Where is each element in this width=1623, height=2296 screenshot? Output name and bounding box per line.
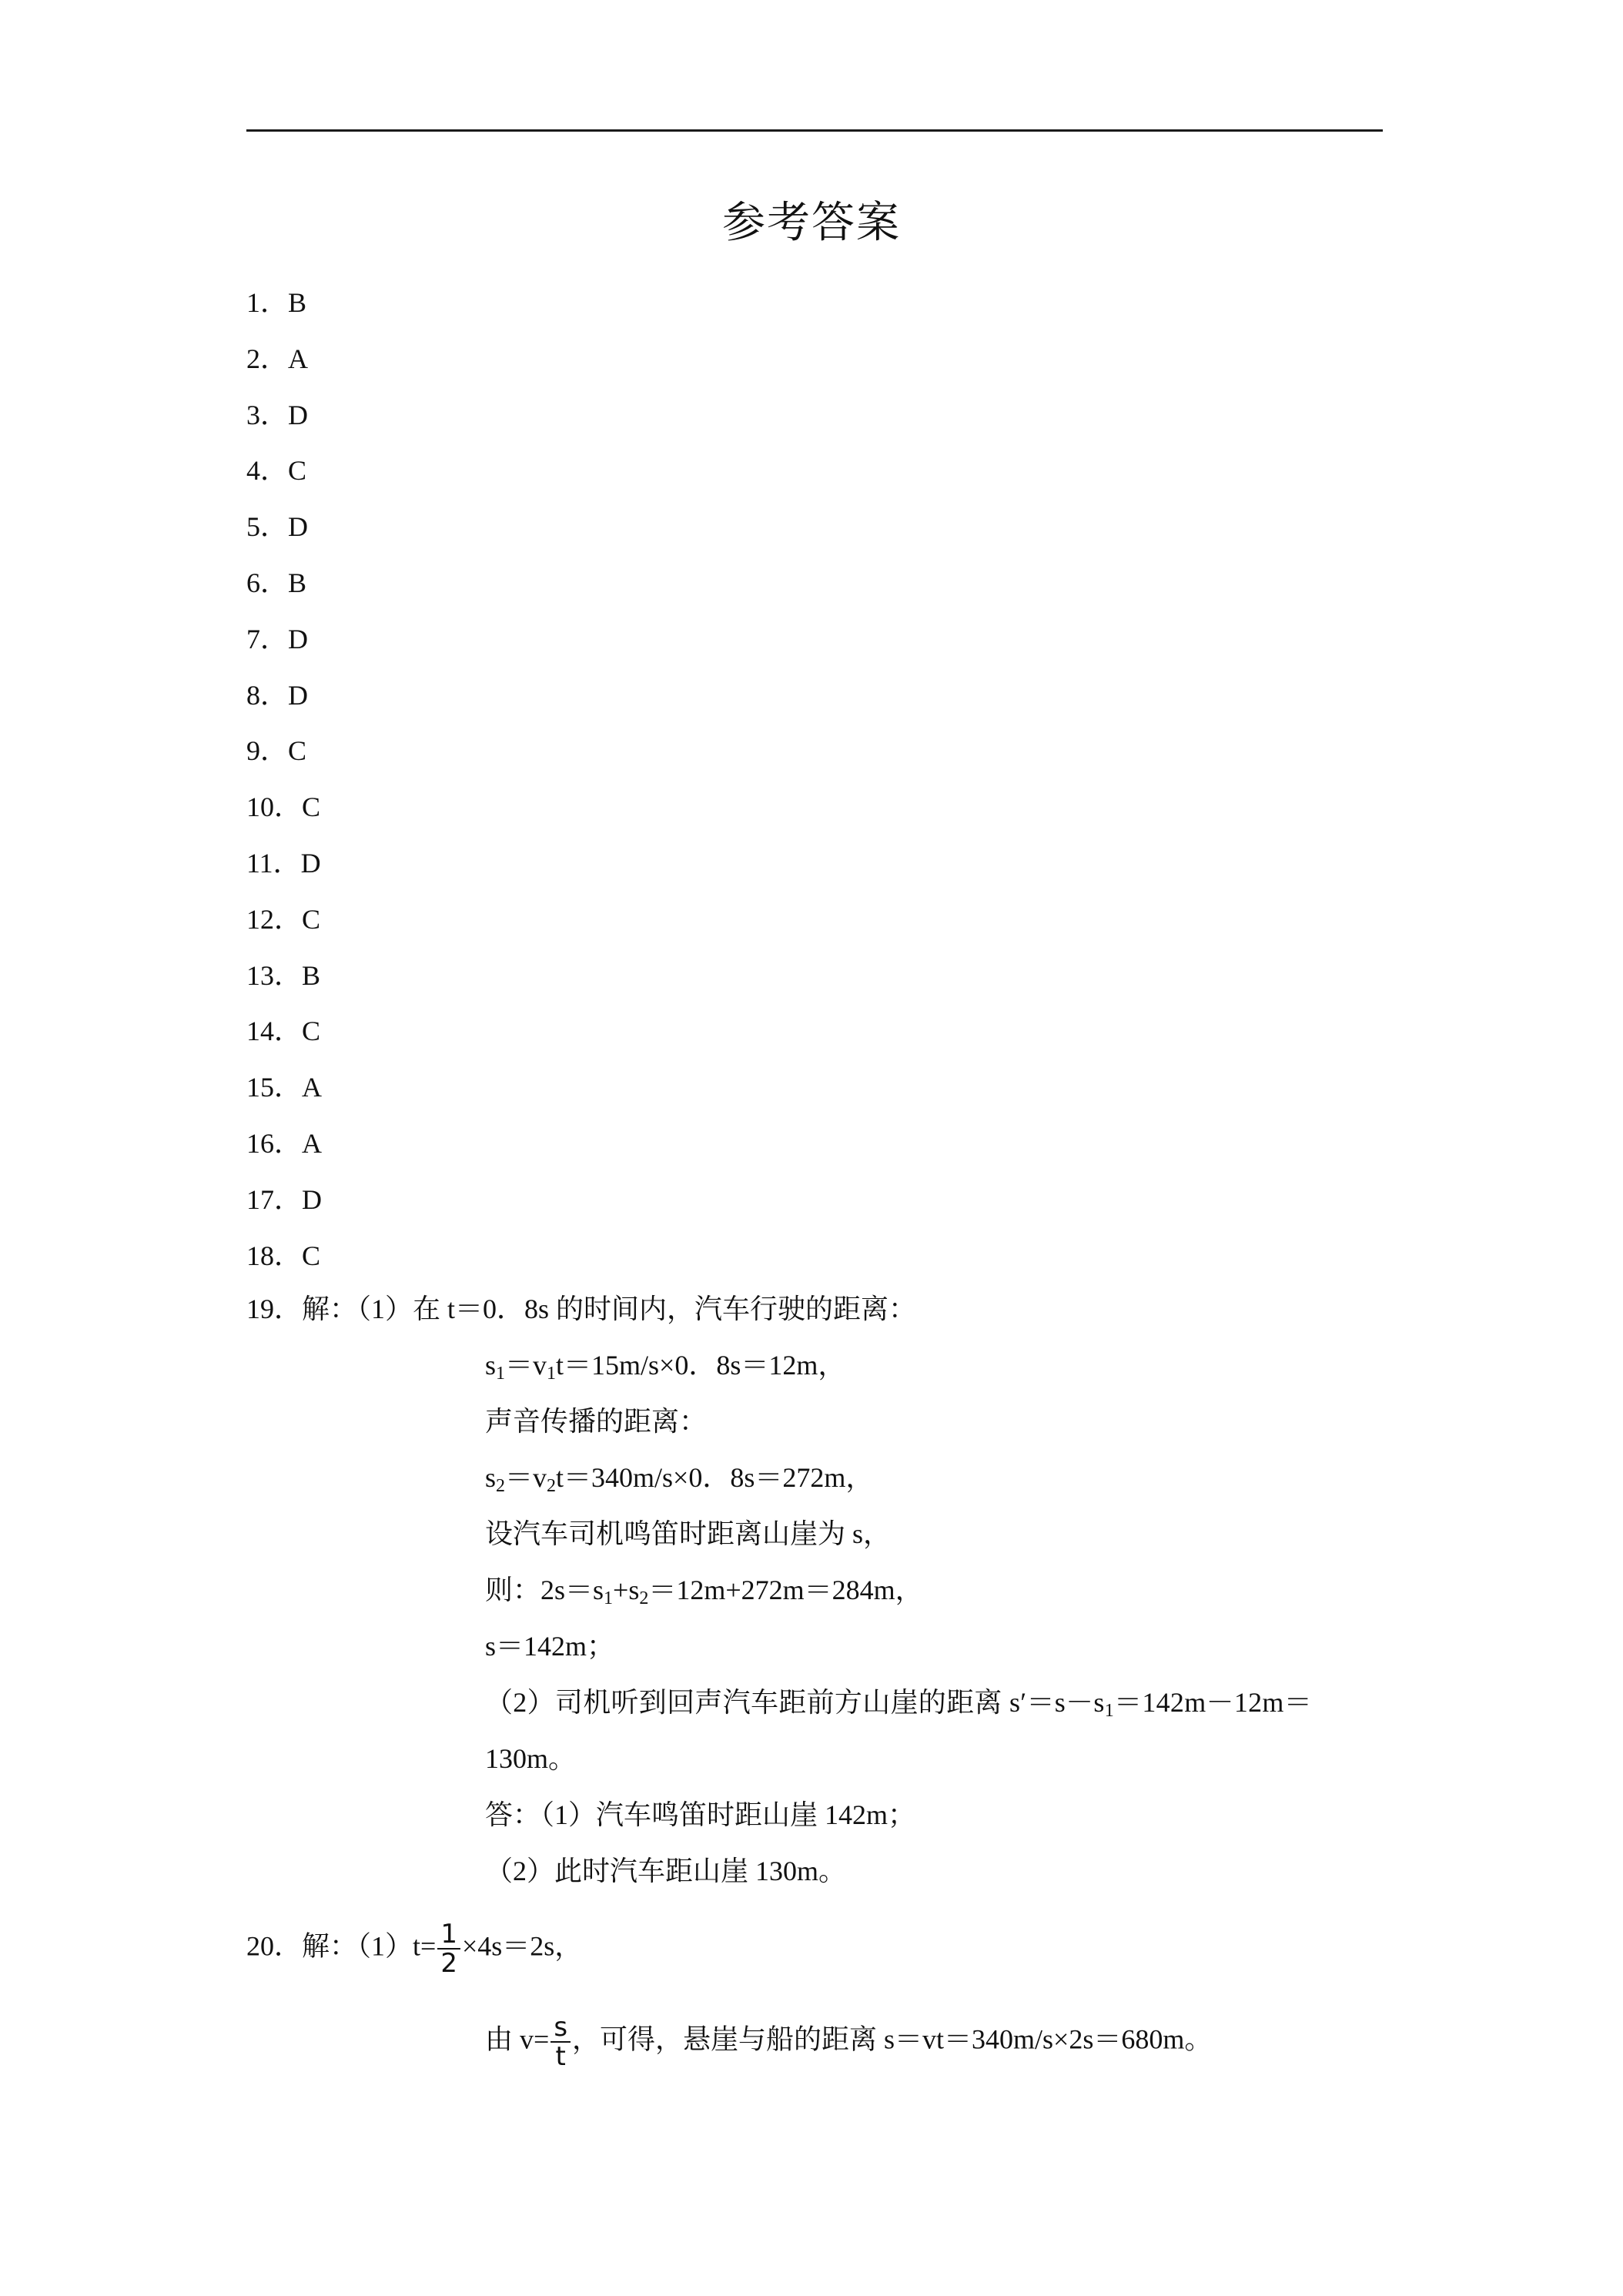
answer-number: 16． xyxy=(246,1128,303,1159)
answer-choice: C xyxy=(302,903,321,935)
answer-choice: D xyxy=(288,623,309,654)
answer-choice: C xyxy=(302,792,321,823)
answer-number: 9． xyxy=(246,735,289,767)
answer-choice: D xyxy=(288,679,309,711)
q19-intro: 19．解：（1）在 t＝0．8s 的时间内，汽车行驶的距离： xyxy=(246,1294,917,1324)
answer-item xyxy=(246,733,306,768)
answer-number: 2． xyxy=(246,343,289,374)
answer-item xyxy=(246,453,306,488)
answer-item xyxy=(246,621,308,657)
answer-choice: B xyxy=(288,567,307,598)
answer-item xyxy=(246,1182,322,1217)
q19-line2: 声音传播的距离： xyxy=(485,1406,708,1437)
answer-item xyxy=(246,1238,320,1274)
q19-line6: s＝142m； xyxy=(485,1631,615,1662)
q19-eq1: $s_1=v_1t=15m/s\times 0$．8s＝12m， xyxy=(485,1350,846,1384)
q20-intro: 20．解：（1）t= $\frac{1}{2}$ ×4s＝2s， xyxy=(246,1919,583,1979)
answer-number: 1． xyxy=(246,287,289,318)
page-title: 参考答案 xyxy=(722,198,901,248)
answer-item xyxy=(246,1069,322,1105)
answer-number: 18． xyxy=(246,1240,303,1271)
answer-choice: C xyxy=(302,1240,321,1271)
answer-choice: B xyxy=(288,287,307,318)
answer-item xyxy=(246,1126,322,1161)
answer-number: 13． xyxy=(246,959,303,991)
q19-eq2: $s_2=v_2t=340m/s\times 0$．8s＝272m， xyxy=(485,1462,874,1496)
answer-item xyxy=(246,958,320,993)
answer-item xyxy=(246,1013,320,1049)
answer-number: 17． xyxy=(246,1183,303,1215)
q19-line10: （2）此时汽车距山崖 130m。 xyxy=(485,1856,847,1886)
answer-choice: A xyxy=(302,1072,323,1103)
header-rule xyxy=(246,129,1383,132)
answer-number: 15． xyxy=(246,1072,303,1103)
answer-choice: D xyxy=(288,399,309,430)
answer-item xyxy=(246,509,308,544)
answer-item xyxy=(246,341,308,377)
answer-number: 11． xyxy=(246,848,301,879)
answer-choice: B xyxy=(302,959,321,991)
answer-number: 5． xyxy=(246,511,289,543)
answer-choice: D xyxy=(302,1183,323,1215)
answer-choice: C xyxy=(288,455,307,487)
answer-number: 10． xyxy=(246,792,303,823)
answer-item xyxy=(246,678,308,713)
answer-number: 7． xyxy=(246,623,289,654)
answer-choice: D xyxy=(288,511,309,543)
answer-choice: D xyxy=(300,848,321,879)
answer-number: 6． xyxy=(246,567,289,598)
answer-number: 14． xyxy=(246,1016,303,1047)
q19-line4: 设汽车司机鸣笛时距离山崖为 s， xyxy=(485,1518,892,1549)
answer-choice: C xyxy=(288,735,307,767)
answer-number: 3． xyxy=(246,399,289,430)
answer-item xyxy=(246,285,306,320)
answer-choice: A xyxy=(302,1128,323,1159)
q19-line8: 130m。 xyxy=(485,1743,577,1774)
answer-item xyxy=(246,789,320,825)
q19-line7: （2）司机听到回声汽车距前方山崖的距离 $s'=s-s_1=142m-12m=$ xyxy=(485,1687,1313,1721)
answer-choice: C xyxy=(302,1016,321,1047)
answer-item xyxy=(246,845,321,881)
answer-item xyxy=(246,565,306,601)
answer-number: 8． xyxy=(246,679,289,711)
fraction-one-half: $\frac{1}{2}$ xyxy=(437,1920,460,1977)
answer-item xyxy=(246,902,320,937)
q19-line9: 答：（1）汽车鸣笛时距山崖 142m； xyxy=(485,1799,916,1830)
answer-choice: A xyxy=(288,343,309,374)
answer-item xyxy=(246,397,308,433)
answer-number: 4． xyxy=(246,455,289,487)
answer-number: 12． xyxy=(246,903,303,935)
q20-line2: 由 v= $\frac{s}{t}$ ，可得，悬崖与船的距离 s＝vt＝340m/s×2s＝680m。 xyxy=(485,2012,1213,2072)
q19-eq3: 则：$2s=s_1+s_2=12m+272m=284m$， xyxy=(485,1575,923,1608)
fraction-s-over-t: $\frac{s}{t}$ xyxy=(550,2013,571,2070)
